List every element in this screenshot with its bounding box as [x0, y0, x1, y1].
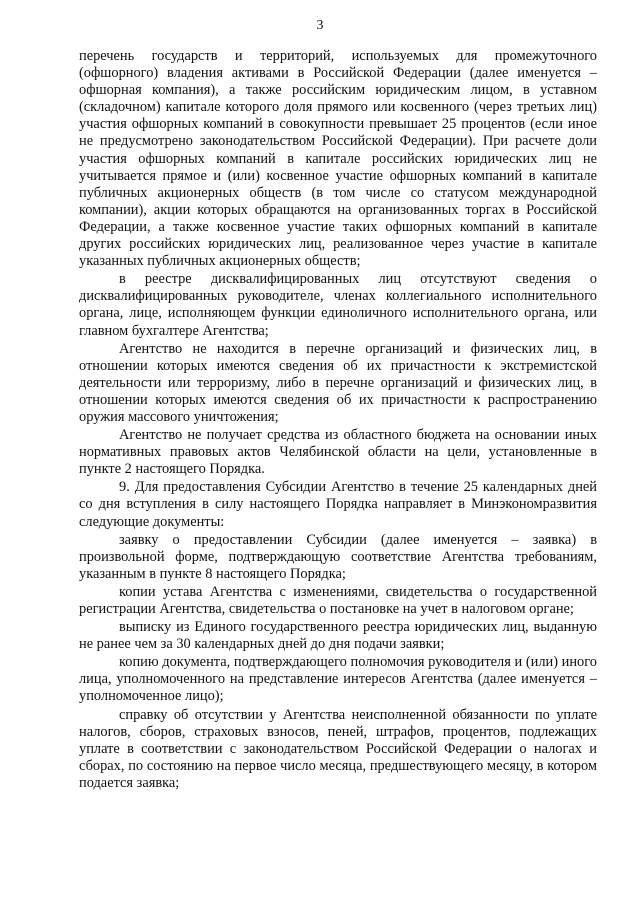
page-number: 3 — [316, 18, 324, 33]
paragraph-registry-extract: выписку из Единого государственного реестра юридических лиц, выданную не ранее чем за 30 календарных дней до дня подачи заявки; — [79, 619, 597, 653]
paragraph-authority-document: копию документа, подтверждающего полномочия руководителя и (или) иного лица, уполномоченного на представление интересов Агентства (далее именуется – уполномоченное лицо); — [79, 654, 597, 705]
paragraph-tax-certificate: справку об отсутствии у Агентства неисполненной обязанности по уплате налогов, сборов, страховых взносов, пеней, штрафов, процентов, подлежащих уплате в соответствии с законодательством Российской Федерации о налогах и сборах, по состоянию на первое число месяца, предшествующего месяцу, в котором подается заявка; — [79, 706, 597, 791]
document-body — [79, 48, 597, 792]
paragraph-offshore-continuation: перечень государств и территорий, используемых для промежуточного (офшорного) владения активами в Российской Федерации (далее именуется – офшорная компания), а также российским юридическим лицом, в уставном (складочном) капитале которого доля прямого или косвенного (через третьих лиц) участия офшорных компаний в совокупности превышает 25 процентов (если иное не предусмотрено законодательством Российской Федерации). При расчете доли участия офшорных компаний в капитале российских юридических лиц не учитывается прямое и (или) косвенное участие офшорных компаний в капитале публичных акционерных обществ (в том числе со статусом международной компании), акции которых обращаются на организованных торгах в Российской Федерации, а также косвенное участие таких офшорных компаний в капитале других российских юридических лиц, реализованное через участие в капитале указанных публичных акционерных обществ; — [79, 48, 597, 270]
paragraph-disqualified-registry: в реестре дисквалифицированных лиц отсутствуют сведения о дисквалифицированных руководителе, членах коллегиального исполнительного органа, лице, исполняющем функции единоличного исполнительного органа, или главном бухгалтере Агентства; — [79, 271, 597, 339]
paragraph-charter-copies: копии устава Агентства с изменениями, свидетельства о государственной регистрации Агентства, свидетельства о постановке на учет в налоговом органе; — [79, 583, 597, 617]
paragraph-extremism-list: Агентство не находится в перечне организаций и физических лиц, в отношении которых имеются сведения об их причастности к экстремистской деятельности или терроризму, либо в перечне организаций и физических лиц, в отношении которых имеются сведения об их причастности к распространению оружия массового уничтожения; — [79, 340, 597, 425]
paragraph-application: заявку о предоставлении Субсидии (далее именуется – заявка) в произвольной форме, подтверждающую соответствие Агентства требованиям, указанным в пункте 8 настоящего Порядка; — [79, 531, 597, 582]
paragraph-no-budget-funds: Агентство не получает средства из областного бюджета на основании иных нормативных правовых актов Челябинской области на цели, установленные в пункте 2 настоящего Порядка. — [79, 427, 597, 478]
paragraph-item-9: 9. Для предоставления Субсидии Агентство в течение 25 календарных дней со дня вступления в силу настоящего Порядка направляет в Минэкономразвития следующие документы: — [79, 479, 597, 530]
